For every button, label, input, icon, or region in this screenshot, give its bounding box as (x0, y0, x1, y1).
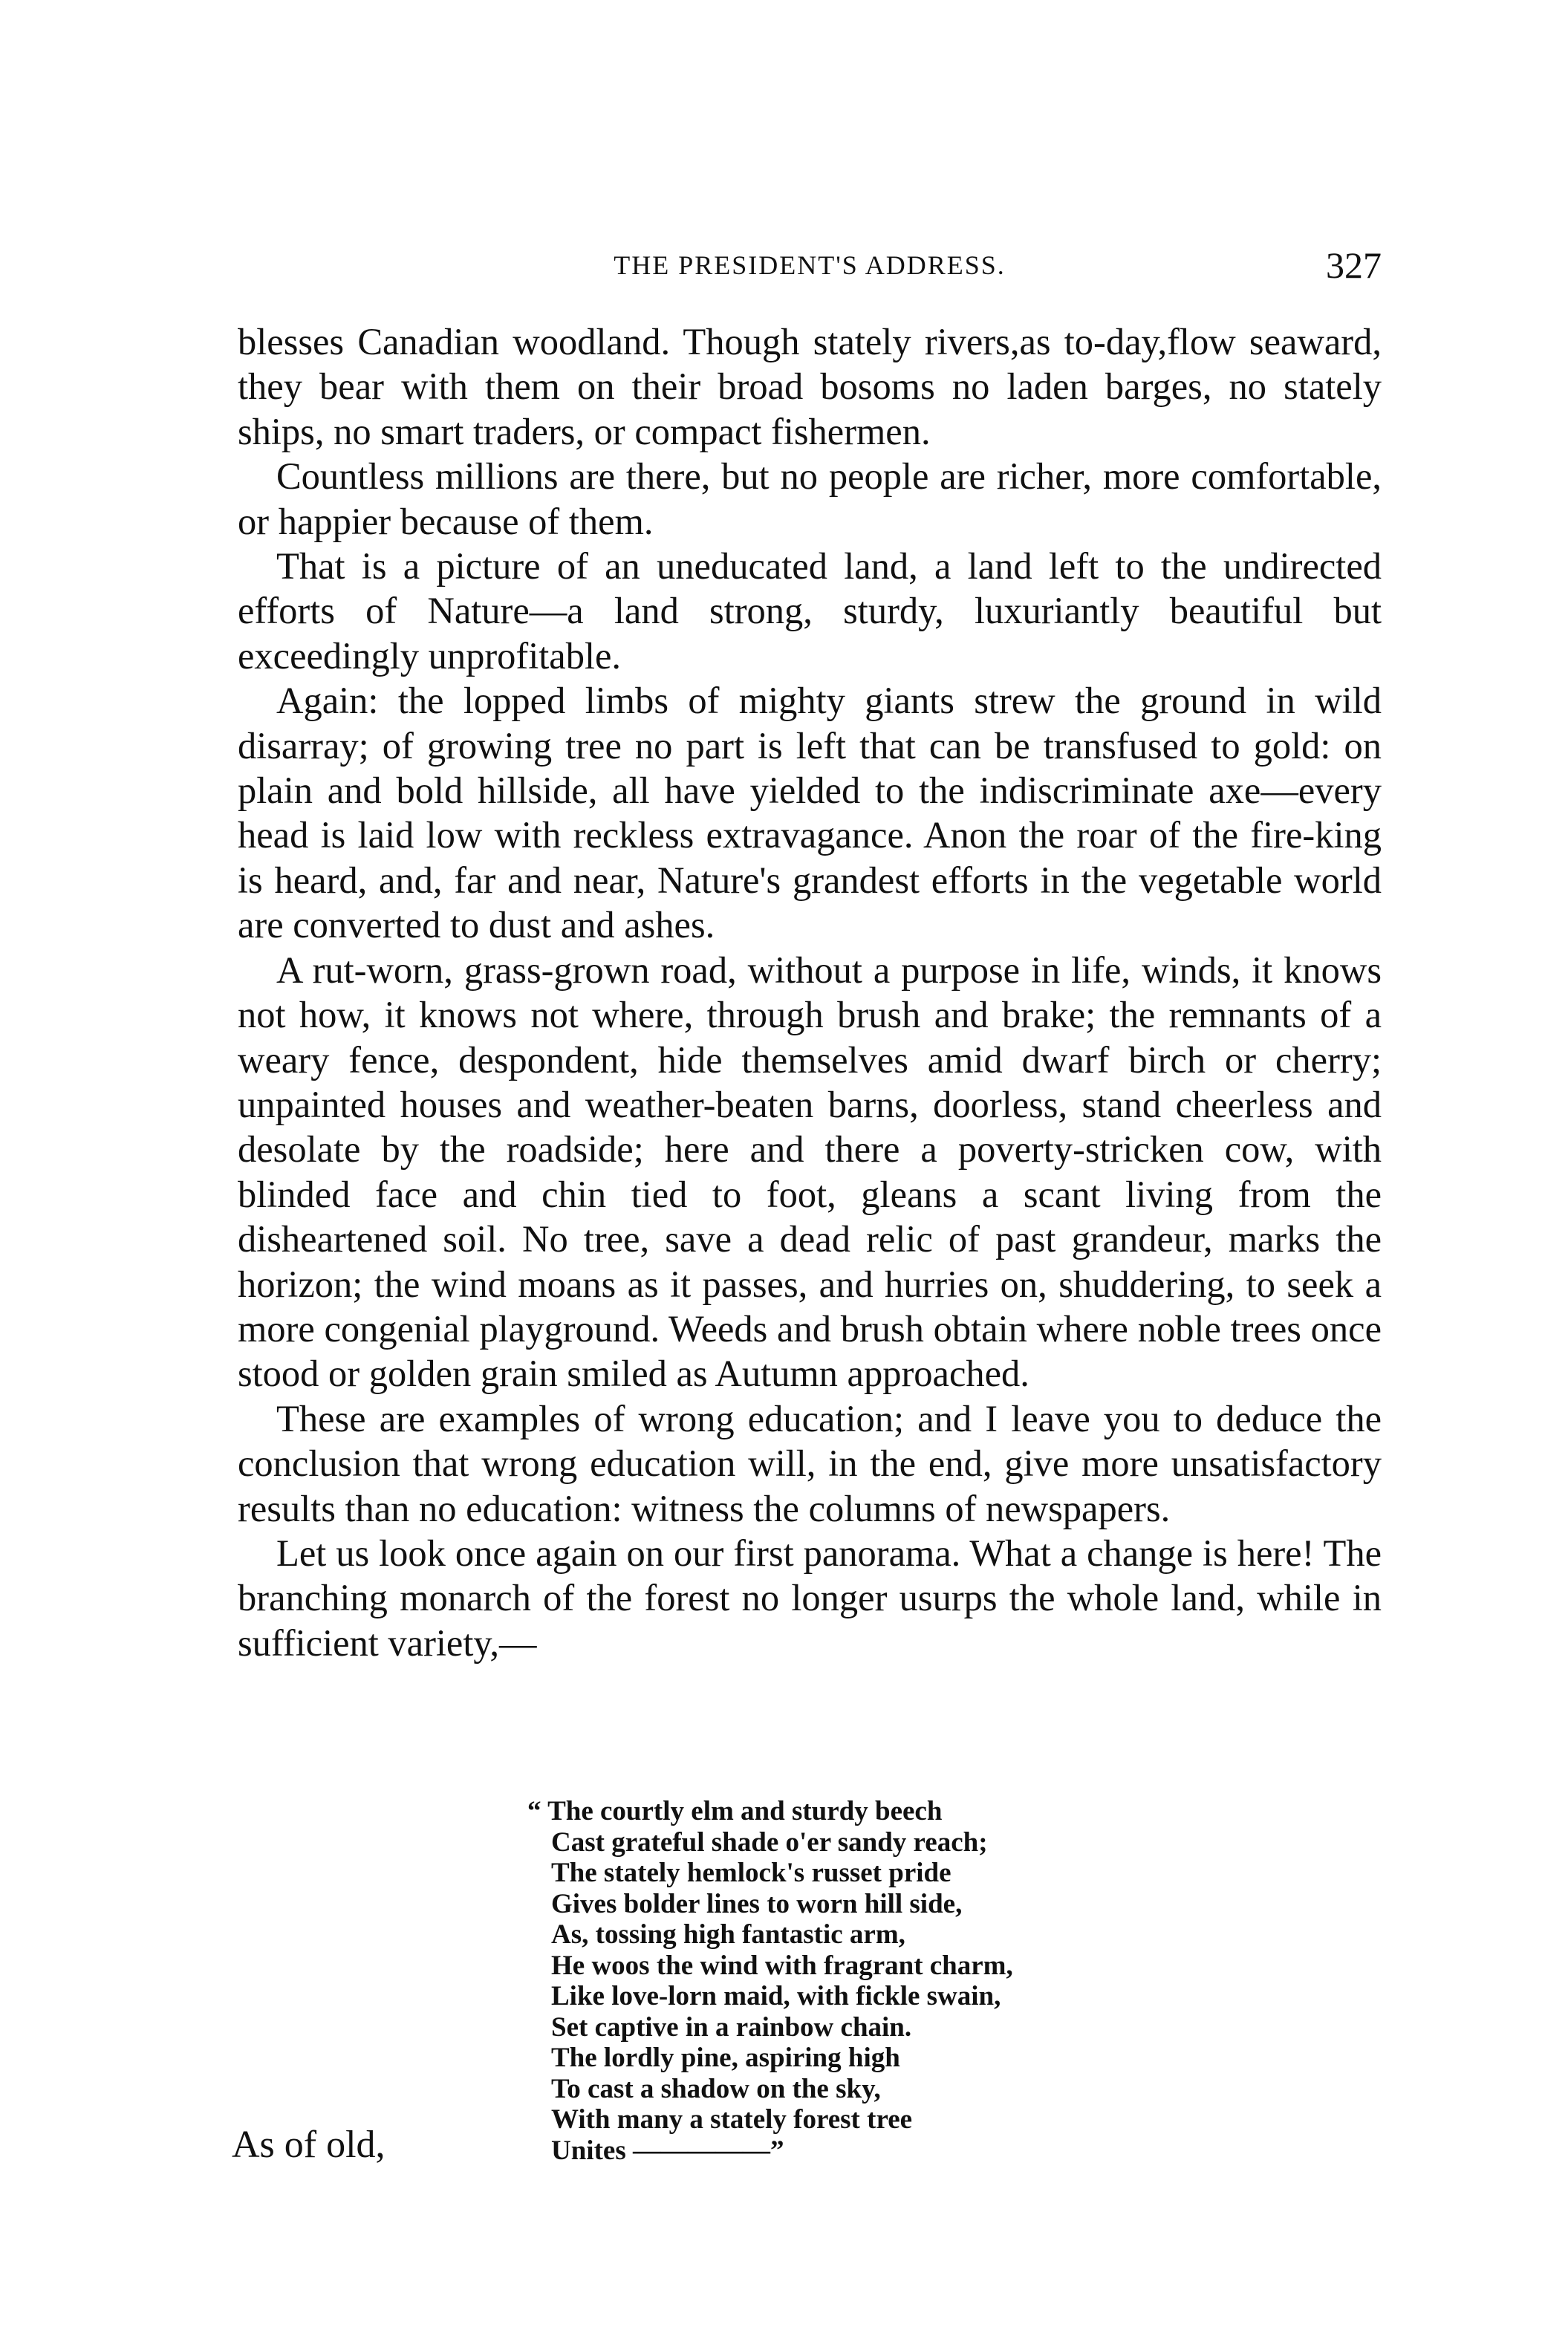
poem-line: With many a stately forest tree (551, 2104, 913, 2135)
page-number: 327 (1326, 244, 1382, 286)
poem-line: The lordly pine, aspiring high (551, 2043, 900, 2073)
paragraph: Again: the lopped limbs of mighty giants strew the ground in wild disarray; of growing tree no part is left that can be transfused to gold: on plain and bold hillside, all have yielded to the indiscriminate axe—every head is laid low with reckless extravagance. Anon the roar of the fire-king is heard, and, far and near, Nature's grandest efforts in the vegetable world are converted to dust and ashes. (238, 680, 1382, 946)
poem-line: The stately hemlock's russet pride (551, 1858, 951, 1888)
poem-line: Cast grateful shade o'er sandy reach; (551, 1826, 988, 1858)
poem-line: Set captive in a rainbow chain. (551, 2011, 912, 2043)
poem-line: As, tossing high fantastic arm, (551, 1919, 905, 1950)
paragraph-continued: blesses Canadian woodland. Though stately rivers,as to-day,flow seaward, they bear with them on their broad bosoms no laden barges, no stately ships, no smart traders, or compact fishermen. (238, 321, 1382, 452)
paragraph: That is a picture of an uneducated land, a land left to the undirected efforts of Nature—a land strong, sturdy, luxuriantly beautiful but exceedingly unprofitable. (238, 545, 1382, 677)
poem-line: Gives bolder lines to worn hill side, (551, 1888, 963, 1919)
poem-line: He woos the wind with fragrant charm, (551, 1950, 1013, 1981)
running-head: THE PRESIDENT'S ADDRESS. (614, 250, 1006, 280)
paragraph: These are examples of wrong education; and I leave you to deduce the conclusion that wrong education will, in the end, give more unsatisfactory results than no education: witness the columns of newspapers. (238, 1397, 1382, 1529)
paragraph: Countless millions are there, but no people are richer, more comfortable, or happier because of them. (238, 455, 1382, 542)
poem-line: To cast a shadow on the sky, (551, 2073, 881, 2104)
body-text (238, 319, 1382, 1665)
page-header (238, 244, 1382, 288)
poem-line: Unites —————” (551, 2135, 784, 2166)
closing-line: As of old, (232, 2124, 386, 2166)
paragraph: Let us look once again on our first panorama. What a change is here! The branching monarch of the forest no longer usurps the whole land, while in sufficient variety,— (238, 1532, 1382, 1664)
poem-quotation (527, 1796, 1013, 2166)
poem-line: Like love-lorn maid, with fickle swain, (551, 1981, 1001, 2011)
poem-line: “ The courtly elm and sturdy beech (527, 1796, 943, 1826)
paragraph: A rut-worn, grass-grown road, without a purpose in life, winds, it knows not how, it knows not where, through brush and brake; the remnants of a weary fence, despondent, hide themselves amid dwarf birch or cherry; unpainted houses and weather-beaten barns, doorless, stand cheerless and desolate by the roadside; here and there a poverty-stricken cow, with blinded face and chin tied to foot, gleans a scant living from the disheartened soil. No tree, save a dead relic of past grandeur, marks the horizon; the wind moans as it passes, and hurries on, shuddering, to seek a more congenial playground. Weeds and brush obtain where noble trees once stood or golden grain smiled as Autumn approached. (238, 949, 1382, 1395)
